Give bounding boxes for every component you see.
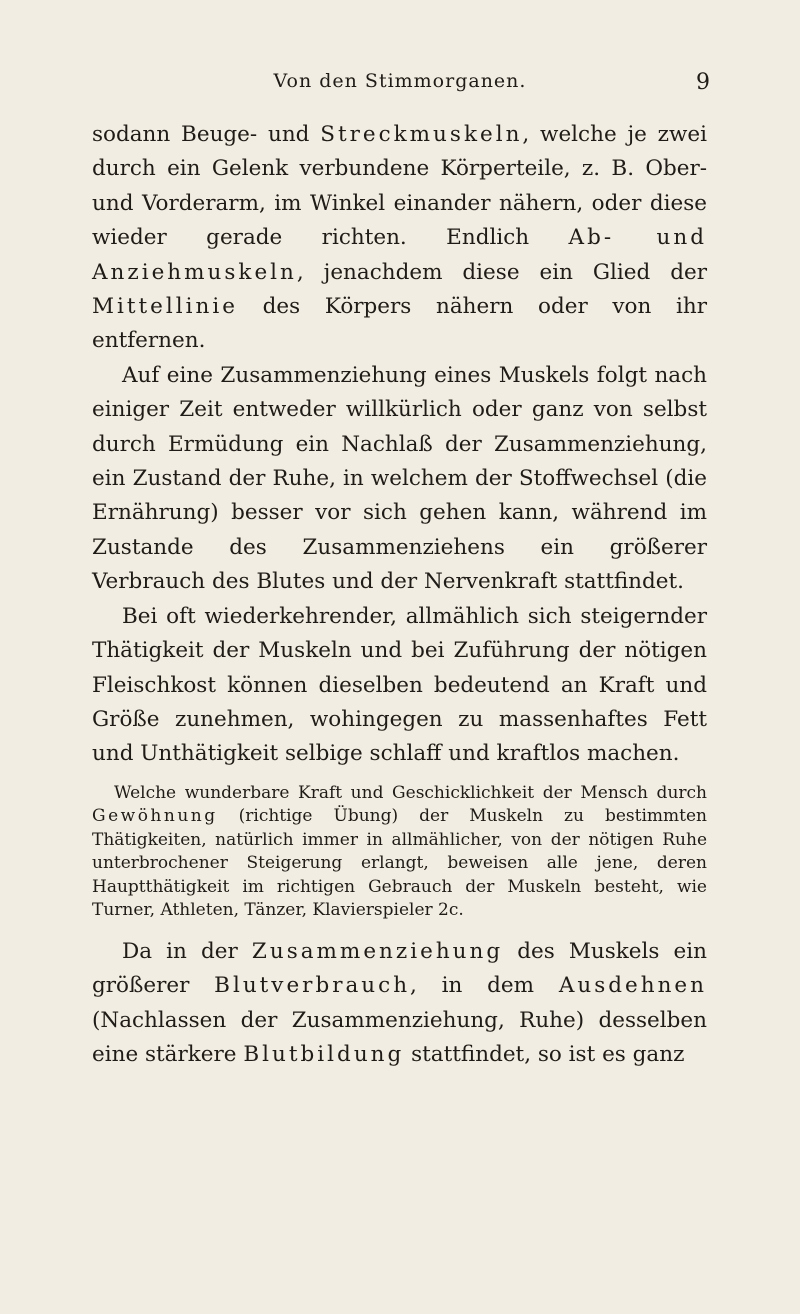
paragraph-4-text-3: , in dem xyxy=(410,973,559,999)
paragraph-4 xyxy=(92,935,707,1073)
paragraph-4-text-5: stattfindet, so ist es ganz xyxy=(404,1041,685,1067)
paragraph-1-text-3: , jenachdem diese ein Glied der xyxy=(296,259,707,285)
term-blutverbrauch: Blutverbrauch xyxy=(214,973,411,999)
body-text xyxy=(92,118,707,1072)
paragraph-3: Bei oft wiederkehrender, allmählich sich steigernder Thätigkeit der Muskeln und bei Zuführung der nötigen Fleischkost können dieselben bedeutend an Kraft und Größe zunehmen, wohingegen zu massenhaftes Fett und Unthätigkeit selbige schlaff und kraftlos machen. xyxy=(92,603,707,767)
term-zusammenziehung: Zusammenziehung xyxy=(251,938,504,964)
term-anziehmuskeln: Ab- und Anziehmuskeln xyxy=(92,225,707,285)
paragraph-4-text-4: (Nachlassen der Zusammenziehung, Ruhe) desselben eine stärkere xyxy=(92,1007,707,1067)
term-gewoehnung: Gewöhnung xyxy=(92,806,218,827)
paragraph-4-text-1: Da in der xyxy=(122,938,252,964)
page-number: 9 xyxy=(696,70,710,95)
term-ausdehnen: Ausdehnen xyxy=(558,973,708,999)
running-head: Von den Stimmorganen. xyxy=(273,70,527,92)
paragraph-1-text-2: , welche je zwei durch ein Gelenk verbundene Körperteile, z. B. Ober- und Vorderarm, im Winkel einander nähern, oder diese wieder gerade richten. Endlich xyxy=(92,122,707,251)
term-streckmuskeln: Streckmuskeln xyxy=(320,122,523,147)
note-text-2: (richtige Übung) der Muskeln zu bestimmten Thätigkeiten, natürlich immer in allmählicher, von der nötigen Ruhe unterbrochener Steigerung erlangt, beweisen alle jene, deren Hauptthätigkeit im richtigen Gebrauch der Muskeln besteht, wie Turner, Athleten, Tänzer, Klavierspieler 2c. xyxy=(92,806,707,921)
term-mittellinie: Mittellinie xyxy=(92,294,238,320)
term-blutbildung: Blutbildung xyxy=(243,1041,405,1067)
paragraph-1-text-1: sodann Beuge- und xyxy=(92,122,321,147)
note-text-1: Welche wunderbare Kraft und Geschicklichkeit der Mensch durch xyxy=(114,782,707,803)
paragraph-1 xyxy=(92,118,707,359)
footnote-paragraph xyxy=(92,782,707,923)
paragraph-1-text-4: des Körpers nähern oder von ihr entfernen. xyxy=(92,294,707,354)
paragraph-4-text-2: des Muskels ein größerer xyxy=(92,938,708,999)
paragraph-2: Auf eine Zusammenziehung eines Muskels folgt nach einiger Zeit entweder willkürlich oder ganz von selbst durch Ermüdung ein Nachlaß der Zusammenziehung, ein Zustand der Ruhe, in welchem der Stoffwechsel (die Ernährung) besser vor sich gehen kann, während im Zustande des Zusammenziehens ein größerer Verbrauch des Blutes und der Nervenkraft stattfindet. xyxy=(92,362,707,595)
